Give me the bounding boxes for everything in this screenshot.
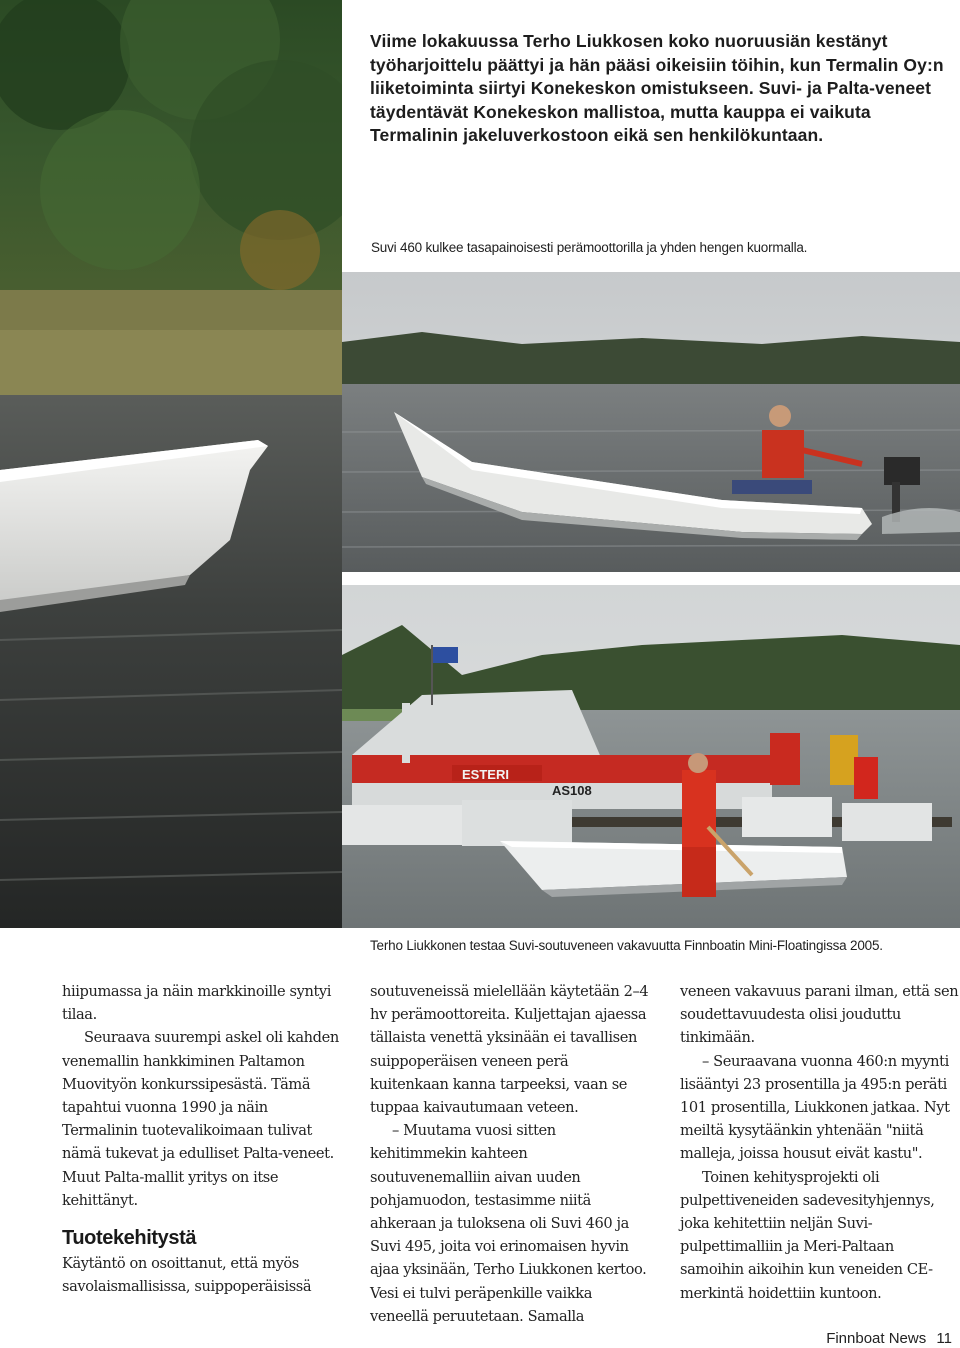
boat-name-label: ESTERI bbox=[462, 767, 509, 782]
col2-paragraph-2: – Muutama vuosi sitten kehitimmekin kahteen soutuvenemalliin aivan uuden pohjamuodon, testasimme niitä ahkeraan ja tuloksena oli Suvi 460 ja Suvi 495, joita voi erinomaisen hyvin ajaa yksinään, Terho Liukkonen kertoo. Vesi ei tulvi peräpenkille vaikka veneellä peruutetaan. Samalla bbox=[370, 1122, 647, 1325]
col1-paragraph-2: Seuraava suurempi askel oli kahden venemallin hankkiminen Paltamon Muovityön konkurssipesästä. Tämä tapahtui vuonna 1990 ja näin Termalinin tuotevalikoimaan tulivat nämä tukevat ja edulliset Palta-veneet. Muut Palta-mallit yritys on itse kehittänyt. bbox=[62, 1029, 339, 1209]
text-column-2 bbox=[370, 980, 650, 1328]
col3-paragraph-2: – Seuraavana vuonna 460:n myynti lisääntyi 23 prosentilla ja 495:n peräti 101 prosentilla, Liukkonen jatkaa. Nyt meiltä kysytäänkin yhtenään "niitä malleja, joissa housut eivät kastu". bbox=[680, 1052, 950, 1163]
photo-suvi-460-under-way bbox=[342, 272, 960, 572]
publication-name: Finnboat News bbox=[826, 1330, 927, 1347]
text-column-1 bbox=[62, 980, 340, 1298]
col1-paragraph-3: Käytäntö on osoittanut, että myös savolaismallisissa, suippoperäisissä bbox=[62, 1255, 312, 1296]
boat-registration-label: AS108 bbox=[552, 783, 592, 798]
photo-lake-shore-boat-bow bbox=[0, 0, 342, 928]
photo-caption-2: Terho Liukkonen testaa Suvi-soutuveneen vakavuutta Finnboatin Mini-Floatingissa 2005. bbox=[370, 938, 883, 953]
page-footer bbox=[826, 1330, 952, 1347]
col3-paragraph-1: veneen vakavuus parani ilman, että sen soudettavuudesta olisi jouduttu tinkimään. bbox=[680, 983, 959, 1047]
section-heading-tuotekehitysta: Tuotekehitystä bbox=[62, 1227, 197, 1250]
page-number: 11 bbox=[936, 1330, 952, 1347]
col1-paragraph-1: hiipumassa ja näin markkinoille syntyi tilaa. bbox=[62, 983, 332, 1024]
lead-paragraph: Viime lokakuussa Terho Liukkosen koko nuoruusiän kestänyt työharjoittelu päättyi ja hän pääsi oikeisiin töihin, kun Termalin Oy:n liiketoiminta siirtyi Konekeskon omistukseen. Suvi- ja Palta-veneet täydentävät Konekeskon mallistoa, mutta kauppa ei vaikuta Termalinin jakeluverkostoon eikä sen henkilökuntaan. bbox=[370, 31, 944, 145]
text-column-3 bbox=[680, 980, 960, 1305]
col2-paragraph-1: soutuveneissä mielellään käytetään 2–4 hv perämoottoreita. Kuljettajan ajaessa tällaista venettä yksinään ei tavallisen suippoperäisen veneen perä kuitenkaan kanna tarpeeksi, vaan se tuppaa kaivautumaan veteen. bbox=[370, 983, 649, 1117]
photo-caption-1: Suvi 460 kulkee tasapainoisesti perämoottorilla ja yhden hengen kuormalla. bbox=[371, 240, 808, 255]
col3-paragraph-3: Toinen kehitysprojekti oli pulpettiveneiden sadevesityhjennys, joka kehitettiin neljän Suvi-pulpettimalliin ja Meri-Paltaan samoihin aikoihin kun veneiden CE-merkintä hoidettiin kuntoon. bbox=[680, 1168, 935, 1302]
photo-mini-floating-2005 bbox=[342, 585, 960, 928]
